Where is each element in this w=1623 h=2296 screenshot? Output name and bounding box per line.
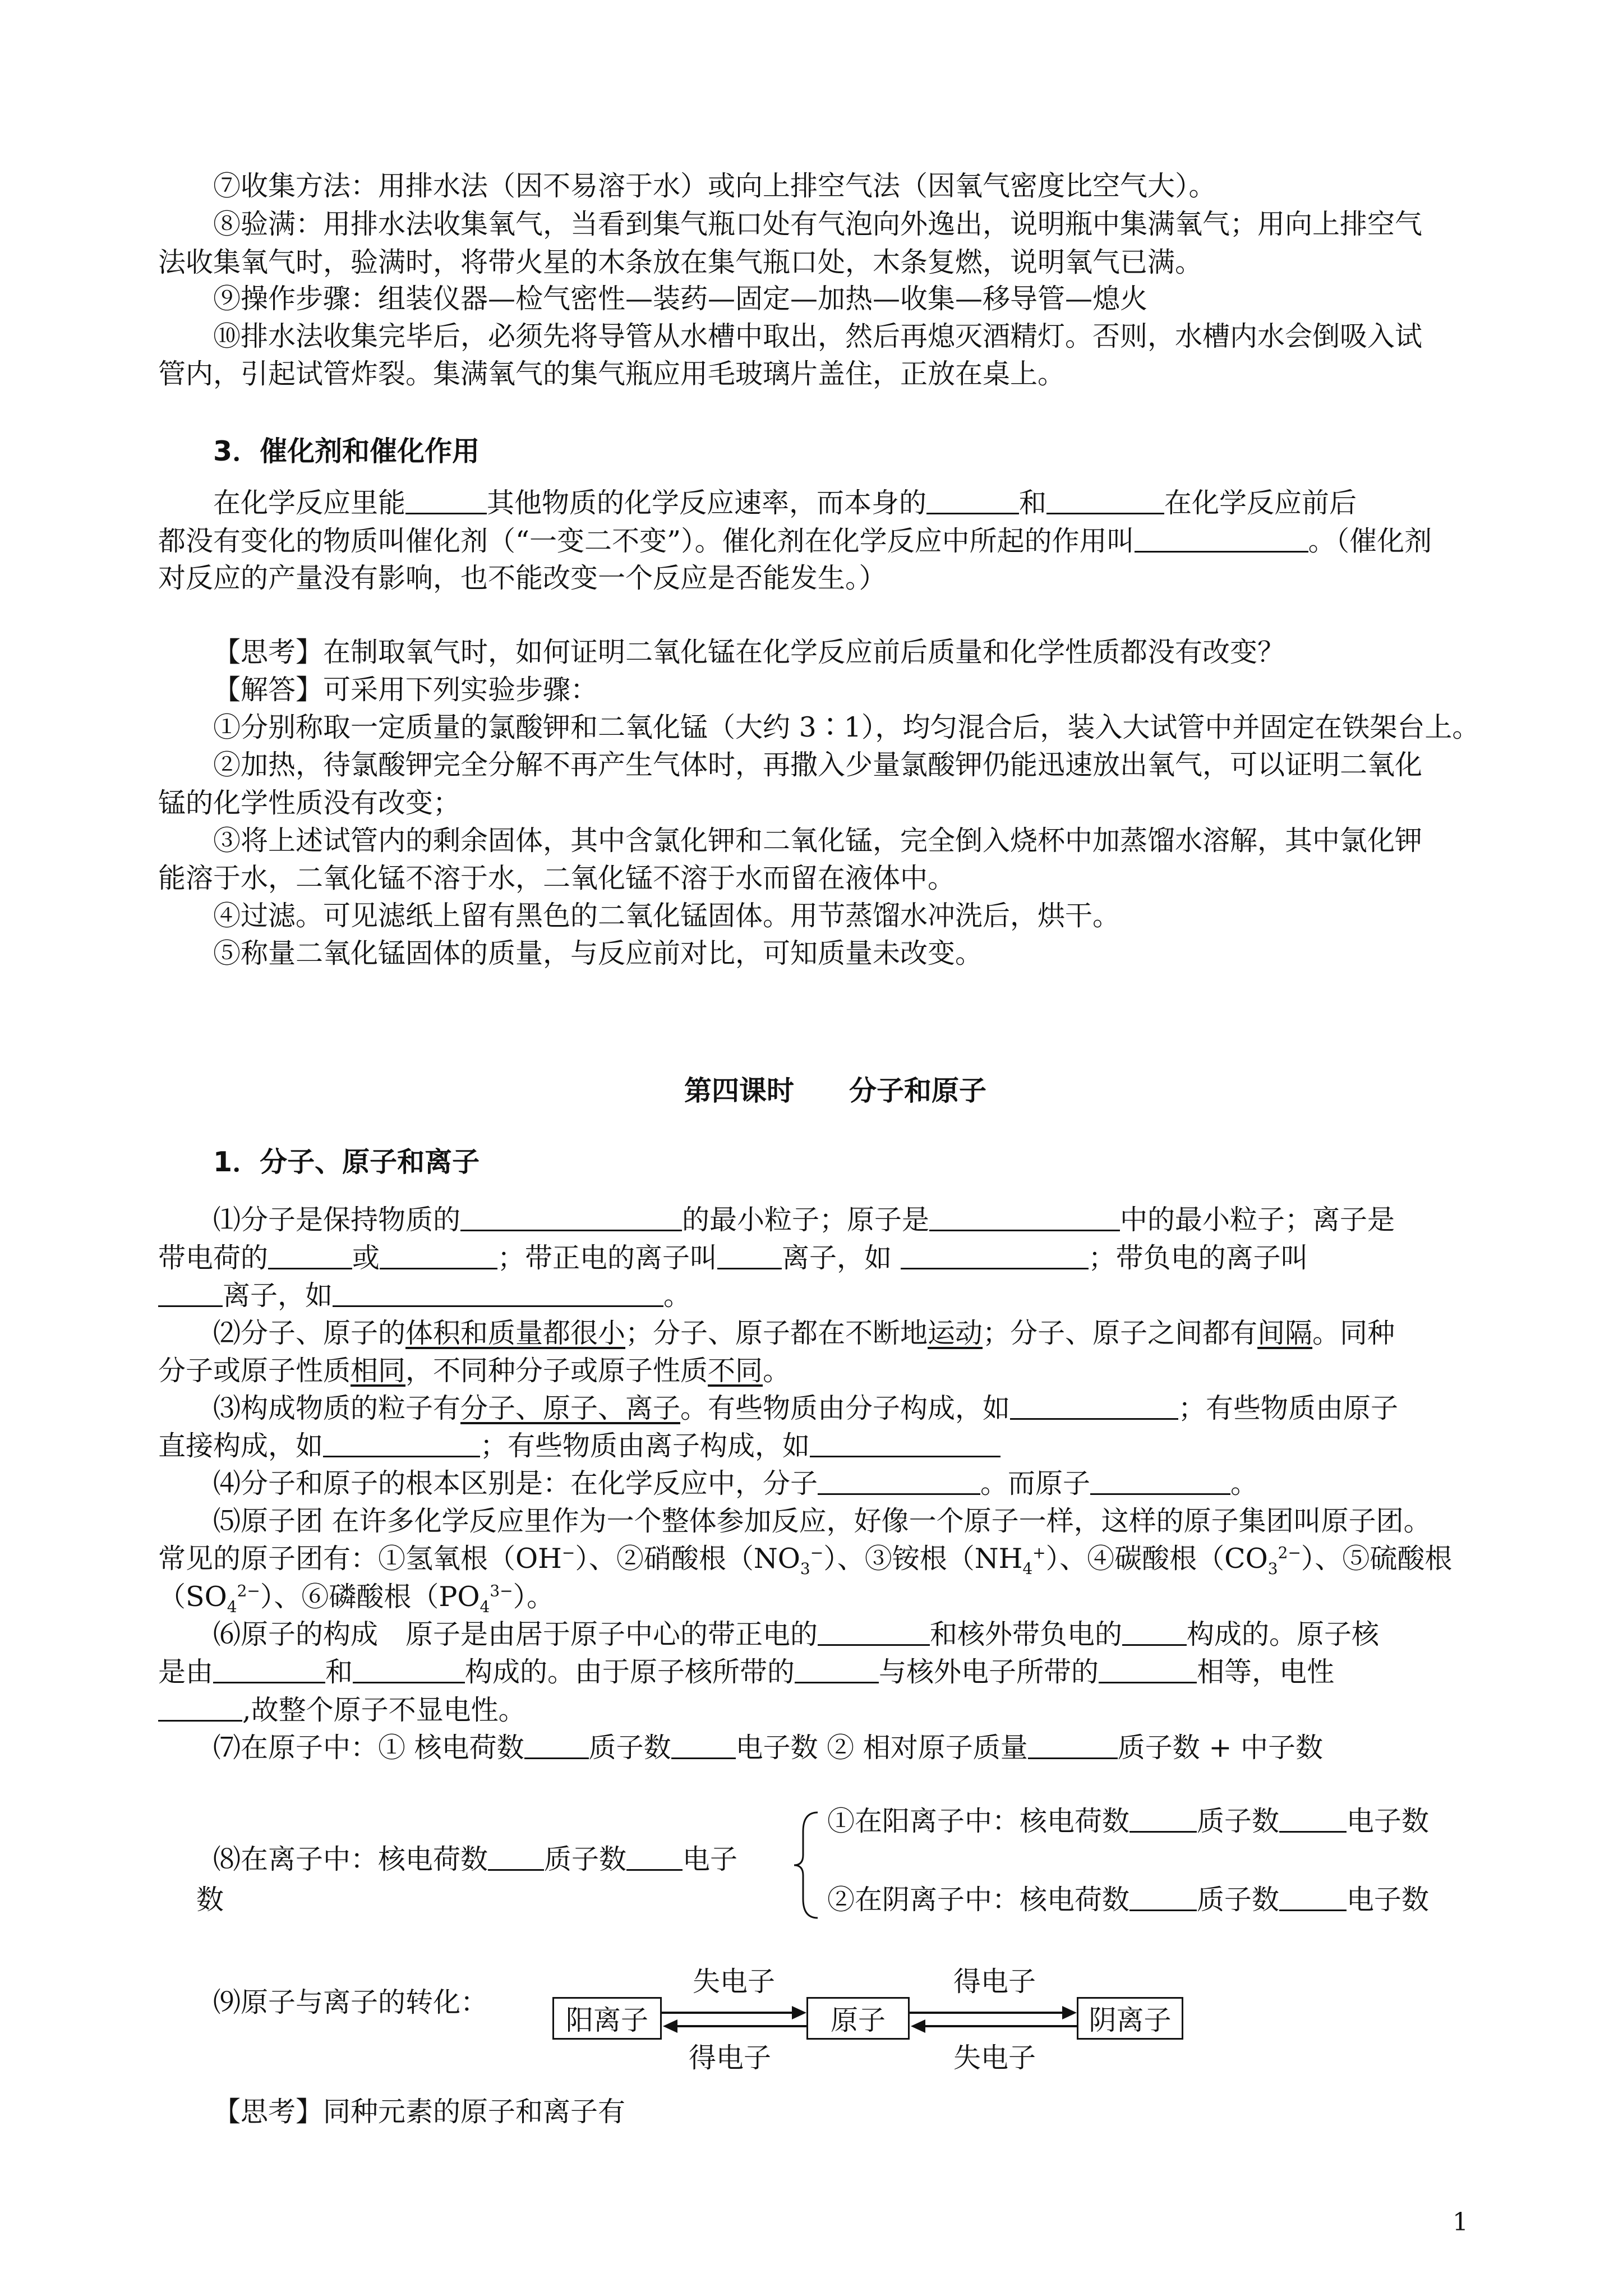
text-line: ②在阴离子中：核电荷数 质子数 电子数	[827, 1884, 1430, 1916]
text-line: 【思考】同种元素的原子和离子有	[213, 2096, 626, 2128]
arrow-left-right-icon	[910, 2003, 1078, 2036]
text-line: ⑷分子和原子的根本区别是：在化学反应中，分子 。而原子 。	[213, 1467, 1258, 1499]
text-line: 【思考】在制取氧气时，如何证明二氧化锰在化学反应前后质量和化学性质都没有改变？	[213, 636, 1285, 668]
text-line: ①分别称取一定质量的氯酸钾和二氧化锰（大约 3∶1），均匀混合后，装入大试管中并固定在铁架台上。	[213, 711, 1480, 743]
cation-box: 阳离子	[552, 1997, 662, 2040]
text-line: ③将上述试管内的剩余固体，其中含氯化钾和二氧化锰，完全倒入烧杯中加蒸馏水溶解，其中氯化钾	[213, 825, 1423, 857]
text-line: ⑨操作步骤：组装仪器—检气密性—装药—固定—加热—收集—移导管—熄火	[213, 283, 1148, 315]
text-line: ⑼原子与离子的转化：	[213, 1986, 488, 2018]
text-line: 离子，如 。	[158, 1282, 691, 1309]
atom-box: 原子	[806, 1997, 910, 2040]
text-line: ,故整个原子不显电性。	[158, 1696, 526, 1724]
text-line: 对反应的产量没有影响，也不能改变一个反应是否能发生。）	[158, 562, 887, 594]
text-line: ⑹原子的构成 原子是由居于原子中心的带正电的 和核外带负电的 构成的。原子核	[213, 1618, 1380, 1650]
page-title: 第四课时 分子和原子	[684, 1075, 987, 1107]
text-line: 常见的原子团有：①氢氧根（OH−）、②硝酸根$(NO_3^-)$、③铵根$(NH_4^+)$、④碳酸根$(CO_3^{2-})$、⑤硫酸根	[158, 1543, 1453, 1578]
text-line: 锰的化学性质没有改变；	[158, 787, 461, 819]
text-line: ⑤称量二氧化锰固体的质量，与反应前对比，可知质量未改变。	[213, 937, 983, 969]
text-line: 【解答】可采用下列实验步骤：	[213, 674, 598, 706]
arrow-left-right-icon	[662, 2003, 808, 2036]
text-line: ⑸原子团 在许多化学反应里作为一个整体参加反应，好像一个原子一样，这样的原子集团叫原子团。	[213, 1505, 1431, 1537]
text-line: ⑵分子、原子的体积和质量都很小；分子、原子都在不断地运动；分子、原子之间都有间隔。同种	[213, 1317, 1395, 1349]
text-line: 数	[196, 1884, 224, 1916]
text-line: ①在阳离子中：核电荷数 质子数 电子数	[827, 1805, 1430, 1837]
text-line: 在化学反应里能 其他物质的化学反应速率，而本身的 和 在化学反应前后	[213, 487, 1357, 519]
text-line: ⑦收集方法：用排水法（因不易溶于水）或向上排空气法（因氧气密度比空气大）。	[213, 170, 1216, 202]
text-line: 是由 和 构成的。由于原子核所带的 与核外电子所带的 相等，电性	[158, 1656, 1335, 1688]
page-number: 1	[1453, 2208, 1468, 2237]
text-line: 能溶于水，二氧化锰不溶于水，二氧化锰不溶于水而留在液体中。	[158, 862, 956, 894]
arrow-label: 得电子	[689, 2042, 772, 2074]
arrow-label: 得电子	[953, 1966, 1036, 1998]
text-line: ②加热，待氯酸钾完全分解不再产生气体时，再撒入少量氯酸钾仍能迅速放出氧气，可以证明二氧化	[213, 749, 1423, 781]
text-line: ⑧验满：用排水法收集氧气，当看到集气瓶口处有气泡向外逸出，说明瓶中集满氧气；用向上排空气	[213, 208, 1423, 240]
text-line: 直接构成，如 ；有些物质由离子构成，如	[158, 1432, 1000, 1460]
anion-box: 阴离子	[1077, 1997, 1183, 2040]
text-line: 都没有变化的物质叫催化剂（“一变二不变”）。催化剂在化学反应中所起的作用叫 。（催化剂	[158, 525, 1432, 557]
section-heading: 3．催化剂和催化作用	[213, 435, 480, 467]
text-line: 分子或原子性质相同，不同种分子或原子性质不同。	[158, 1355, 791, 1387]
text-line: ⑩排水法收集完毕后，必须先将导管从水槽中取出，然后再熄灭酒精灯。否则，水槽内水会倒吸入试	[213, 320, 1423, 352]
text-line: ⑶构成物质的粒子有分子、原子、离子。有些物质由分子构成，如 ；有些物质由原子	[213, 1392, 1399, 1424]
text-line: 法收集氧气时，验满时，将带火星的木条放在集气瓶口处，木条复燃，说明氧气已满。	[158, 246, 1203, 278]
section-heading: 1．分子、原子和离子	[213, 1146, 480, 1178]
text-line: ⑴分子是保持物质的 的最小粒子；原子是 中的最小粒子；离子是	[213, 1204, 1395, 1236]
text-line: 带电荷的 或 ；带正电的离子叫 离子，如 ；带负电的离子叫	[158, 1242, 1308, 1274]
text-line: ⑺在原子中：① 核电荷数 质子数 电子数 ② 相对原子质量 质子数 + 中子数	[213, 1732, 1323, 1764]
text-line: ④过滤。可见滤纸上留有黑色的二氧化锰固体。用节蒸馏水冲洗后，烘干。	[213, 900, 1121, 932]
text-line: 管内，引起试管炸裂。集满氧气的集气瓶应用毛玻璃片盖住，正放在桌上。	[158, 358, 1066, 390]
brace-icon	[791, 1809, 824, 1921]
text-line: ⑻在离子中：核电荷数 质子数 电子	[213, 1843, 738, 1875]
arrow-label: 失电子	[693, 1966, 776, 1998]
arrow-label: 失电子	[953, 2042, 1036, 2074]
text-line: $(SO_4^{2-})$、⑥磷酸根$(PO_4^{3-})$。	[158, 1581, 555, 1616]
